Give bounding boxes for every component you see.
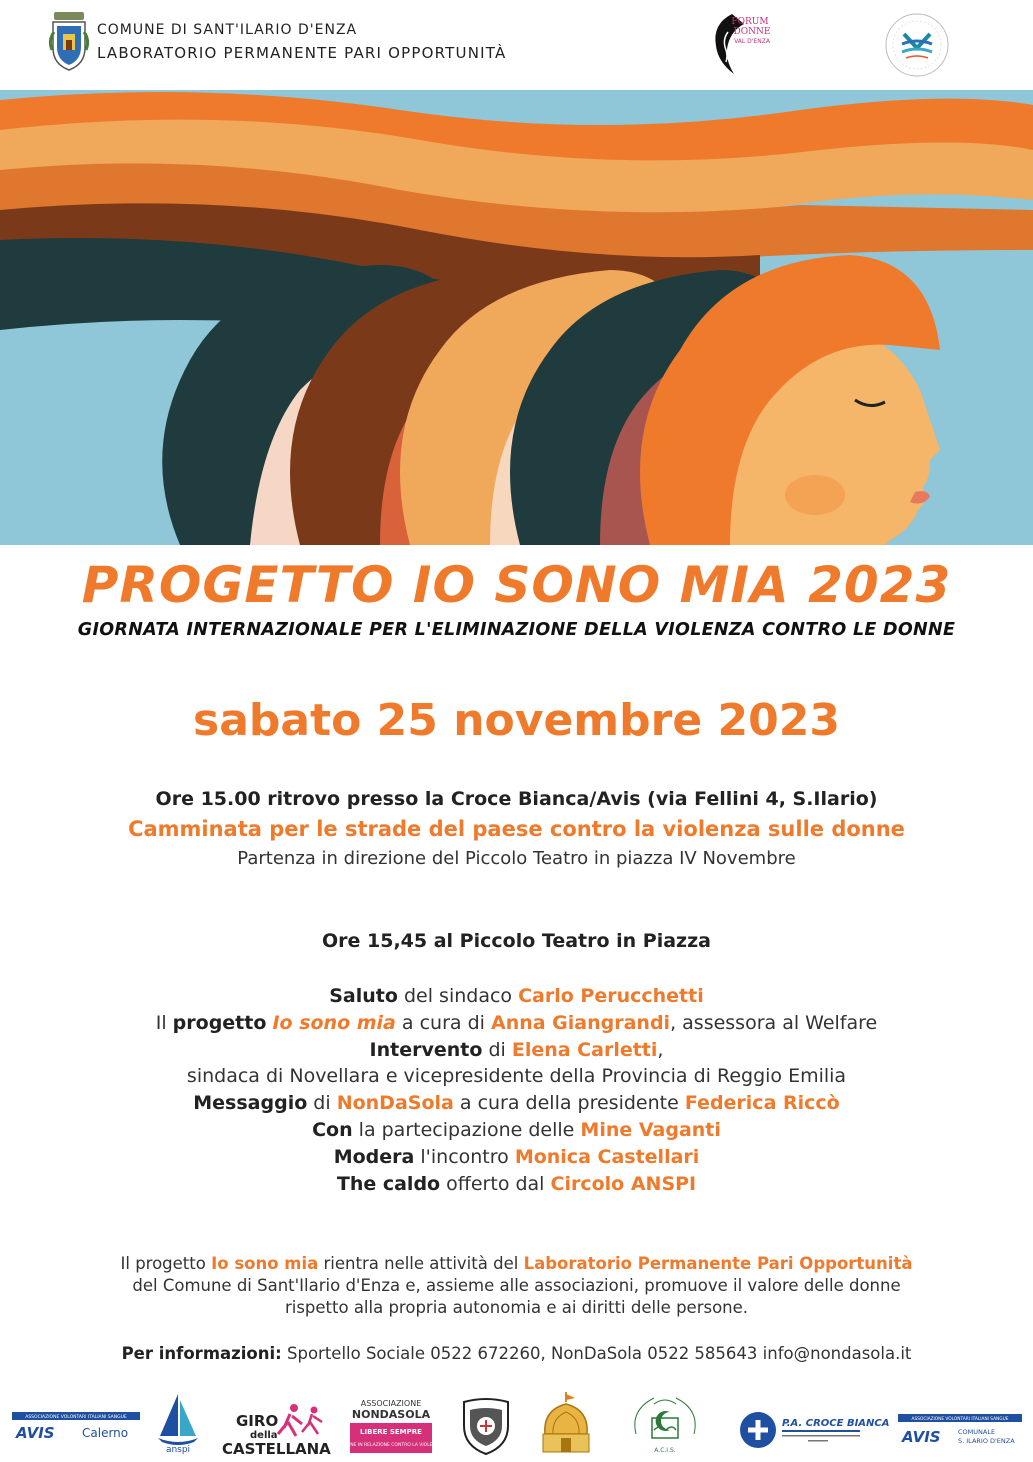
program-keyword: Con	[312, 1118, 353, 1141]
anspi-text: anspi	[165, 1445, 191, 1455]
nondasola-logo-icon	[339, 1396, 443, 1456]
project-title: PROGETTO IO SONO MIA 2023	[81, 556, 952, 614]
theatre-time: Ore 15,45 al Piccolo Teatro in Piazza	[322, 930, 711, 952]
croce-bianca-text: P.A. CROCE BIANCA	[782, 1418, 890, 1429]
nondasola-text-1: ASSOCIAZIONE	[360, 1399, 422, 1408]
avis-sil-place-2: S. ILARIO D'ENZA	[958, 1437, 1015, 1445]
acis-text: A.C.I.S.	[654, 1447, 676, 1454]
nondasola-text-3: LIBERE SEMPRE	[360, 1428, 422, 1436]
gurdwara-dome-logo-icon	[533, 1390, 599, 1460]
anspi-sailboat-logo-icon	[150, 1390, 206, 1456]
program-person: Carlo Perucchetti	[518, 985, 704, 1007]
program-item-participation	[0, 1117, 1033, 1144]
program-keyword: The caldo	[336, 1172, 441, 1195]
footer-text: del Comune di Sant'Ilario d'Enza e, assieme alle associazioni, promuove il valore delle donne	[132, 1276, 901, 1295]
acis-islamic-association-logo-icon	[624, 1390, 706, 1460]
program-item-message	[0, 1090, 1033, 1117]
contact-details: Sportello Sociale 0522 672260, NonDaSola 0522 585643 info@nondasola.it	[281, 1344, 912, 1363]
avis-sil-text: AVIS	[902, 1428, 941, 1446]
program-keyword: Intervento	[369, 1038, 483, 1061]
program-keyword: progetto	[172, 1011, 267, 1034]
program-text: la partecipazione delle	[352, 1118, 581, 1141]
program-item-moderator	[0, 1144, 1033, 1171]
program-text: , assessora al Welfare	[670, 1011, 878, 1034]
program-text: a cura della presidente	[453, 1092, 685, 1115]
walk-description: Camminata per le strade del paese contro la violenza sulle donne	[128, 817, 905, 841]
contact-info	[0, 1344, 1033, 1363]
program-text: offerto dal	[440, 1172, 551, 1195]
giro-text-2: della	[250, 1430, 278, 1441]
round-association-logo-icon	[884, 12, 950, 78]
program-text: a cura di	[395, 1011, 491, 1034]
program-list	[0, 983, 1033, 1197]
shield-badge-logo-icon	[456, 1396, 516, 1456]
program-keyword: Messaggio	[193, 1092, 308, 1115]
nondasola-text-4: DONNE IN RELAZIONE CONTRO LA VIOLENZA	[339, 1443, 443, 1448]
program-keyword: Modera	[333, 1145, 415, 1168]
program-person: Monica Castellari	[514, 1145, 700, 1168]
avis-sil-place-1: COMUNALE	[958, 1428, 996, 1436]
croce-bianca-logo-icon	[738, 1410, 890, 1450]
program-item-project	[0, 1010, 1033, 1037]
header	[0, 0, 1033, 90]
municipal-crest-icon	[50, 10, 88, 72]
avis-header-text: ASSOCIAZIONE VOLONTARI ITALIANI SANGUE	[25, 1415, 127, 1420]
program-text: ,	[657, 1038, 664, 1061]
footer-text: rientra nelle attività del	[318, 1254, 524, 1273]
program-text: l'incontro	[414, 1145, 515, 1168]
event-subtitle: GIORNATA INTERNAZIONALE PER L'ELIMINAZIONE DELLA VIOLENZA CONTRO LE DONNE	[77, 620, 956, 640]
program-person: Federica Riccò	[684, 1092, 840, 1115]
avis-calerno-logo-icon	[12, 1412, 140, 1446]
program-person: Elena Carletti	[511, 1038, 658, 1061]
avis-text: AVIS	[16, 1424, 55, 1442]
hero-illustration-women-profiles	[0, 90, 1033, 545]
departure-line: Partenza in direzione del Piccolo Teatro in piazza IV Novembre	[237, 848, 796, 869]
avis-sant-ilario-logo-icon	[898, 1414, 1022, 1450]
nondasola-text-2: NONDASOLA	[351, 1408, 431, 1421]
forum-donne-logo-icon	[704, 10, 774, 76]
program-person: Anna Giangrandi	[490, 1011, 671, 1034]
sponsor-logos	[0, 1390, 1033, 1462]
forum-logo-text-3: VAL D'ENZA	[734, 38, 770, 45]
forum-logo-text-2: DONNE	[733, 27, 771, 37]
footer-text: rispetto alla propria autonomia e ai diritti delle persone.	[284, 1298, 749, 1317]
footer-project-name: Io sono mia	[211, 1254, 319, 1273]
giro-castellana-logo-icon	[218, 1398, 334, 1458]
program-item-tea	[0, 1171, 1033, 1198]
project-description	[0, 1253, 1033, 1319]
project-name: Io sono mia	[272, 1011, 396, 1034]
lab-name: LABORATORIO PERMANENTE PARI OPPORTUNITÀ	[97, 44, 507, 62]
contact-label: Per informazioni:	[121, 1344, 282, 1363]
avis-sil-header-text: ASSOCIAZIONE VOLONTARI ITALIANI SANGUE	[911, 1417, 1009, 1422]
municipality-name: COMUNE DI SANT'ILARIO D'ENZA	[97, 22, 358, 38]
program-item-greeting	[0, 983, 1033, 1010]
avis-place-text: Calerno	[82, 1426, 129, 1440]
giro-text-1: GIRO	[236, 1412, 279, 1430]
forum-logo-text-1: FORUM	[731, 17, 769, 27]
program-text: Il	[155, 1011, 173, 1034]
event-date: sabato 25 novembre 2023	[193, 695, 840, 746]
footer-lab-name: Laboratorio Permanente Pari Opportunità	[523, 1254, 913, 1273]
meeting-point-line: Ore 15.00 ritrovo presso la Croce Bianca/Avis (via Fellini 4, S.Ilario)	[155, 788, 878, 810]
program-org: Circolo ANSPI	[550, 1172, 697, 1195]
footer-text: Il progetto	[120, 1254, 212, 1273]
program-text: di	[307, 1092, 337, 1115]
program-org: NonDaSola	[336, 1092, 454, 1115]
giro-text-3: CASTELLANA	[222, 1440, 331, 1458]
program-text: del sindaco	[397, 985, 519, 1007]
program-keyword: Saluto	[329, 985, 398, 1007]
program-org: Mine Vaganti	[580, 1118, 721, 1141]
program-item-role: sindaca di Novellara e vicepresidente della Provincia di Reggio Emilia	[186, 1065, 847, 1088]
program-item-intervention	[0, 1037, 1033, 1064]
program-text: di	[482, 1038, 512, 1061]
